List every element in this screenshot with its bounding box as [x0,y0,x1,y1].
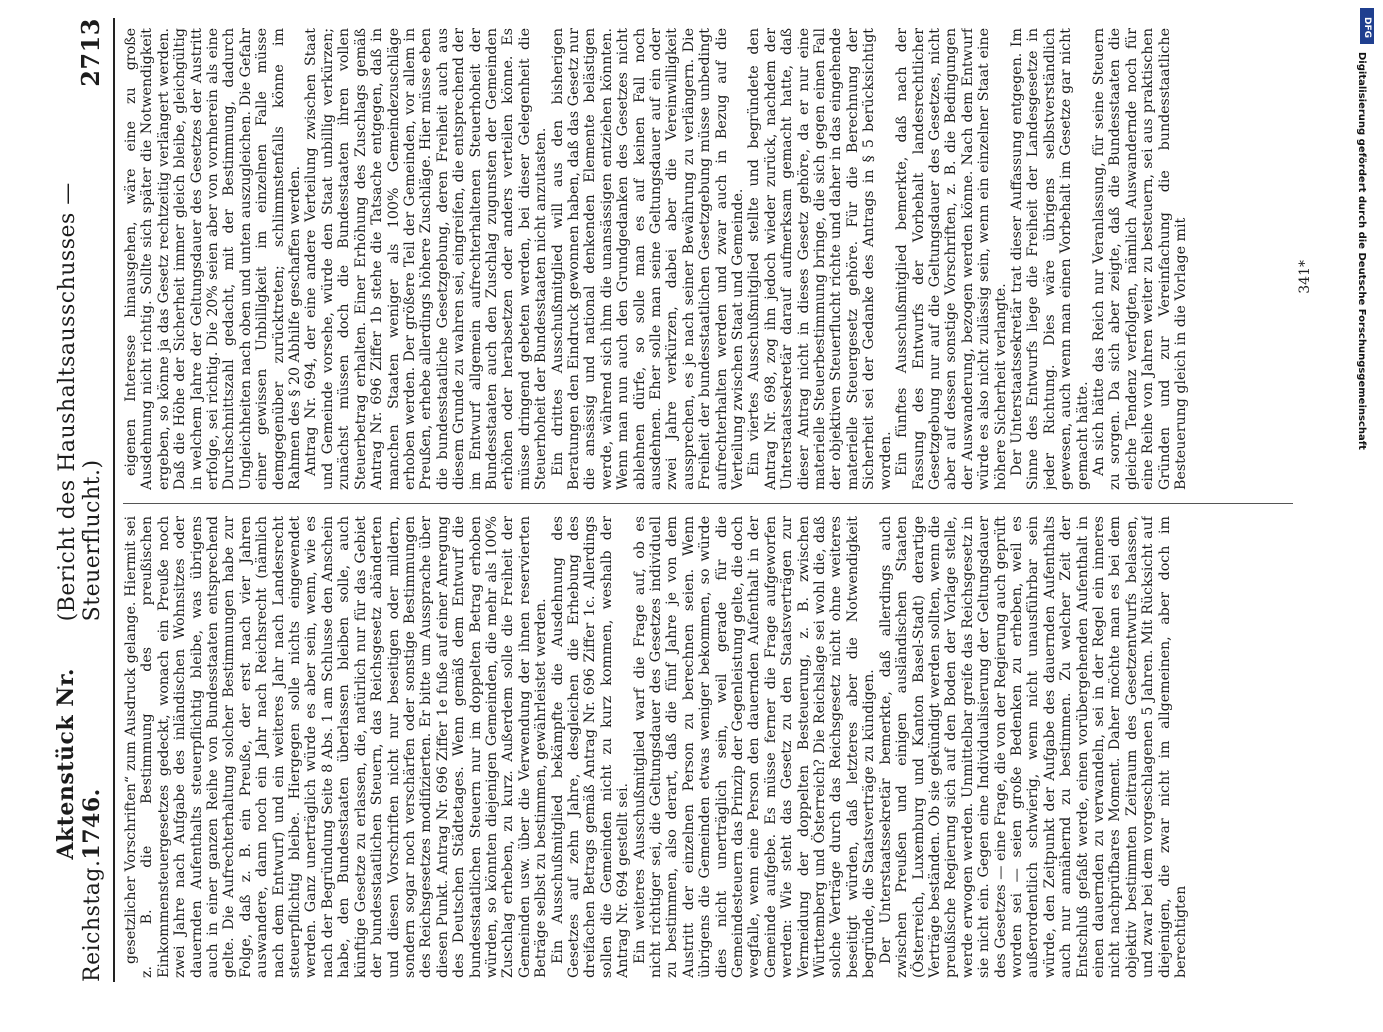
paragraph: Ein Ausschußmitglied bekämpfte die Ausdehnung des Gesetzes auf zehn Jahre, desgleichen die Erhebung des dreifachen Betrags gemäß Antrag Nr. 696 Ziffer 1c. Allerdings sollen die Gemeinden nicht zu kurz kommen, weshalb der Antrag Nr. 694 gestellt sei. [549,516,632,978]
paragraph: Ein fünftes Ausschußmitglied bemerkte, daß nach der Fassung des Entwurfs der Vorbehalt landesrechtlicher Gesetzgebung nur auf die Geltungsdauer des Gesetzes, nicht aber auf dessen sonstige Vorschriften, z. B. die Bedingungen der Auswanderung, bezogen werden könne. Nach dem Entwurf würde es also nicht zulässig sein, wenn ein einzelner Staat eine höhere Sicherheit verlangte. [894,28,1009,490]
paragraph: An sich hätte das Reich nur Veranlassung, für seine Steuern zu sorgen. Da sich aber zeigte, daß die Bundesstaaten die gleiche Tendenz verfolgten, nämlich Auswandernde noch für eine Reihe von Jahren weiter zu besteuern, sei aus praktischen Gründen und zur Vereinfachung die bundesstaatliche Besteuerung gleich in die Vorlage mit [1090,28,1189,490]
credit-text: Digitalisierung gefördert durch die Deutsche Forschungsgemeinschaft [1356,52,1367,450]
signature-mark: 341* [1297,260,1313,294]
running-header [53,18,105,982]
paragraph: eigenen Interesse hinausgehen, wäre eine zu große Ausdehnung nicht richtig. Sollte sich später die Notwendigkeit ergeben, so könne ja das Gesetz rechtzeitig verlängert werden. Daß die Höhe der Sicherheit immer gleich bleibe, gleichgültig in welchem Jahre der Geltungsdauer des Gesetzes der Austritt erfolge, sei richtig. Die 20% seien aber von vornherein als eine Durchschnittszahl gedacht, mit der Bestimmung, dadurch Ungleichheiten nach oben und unten auszugleichen. Die Gefahr einer gewissen Unbilligkeit im einzelnen Falle müsse demgegenüber zurücktreten; schlimmstenfalls könne im Rahmen des § 20 Abhilfe geschaffen werden. [123,28,304,490]
header-title: (Bericht des Haushaltsausschusses — Steuerflucht.) [55,182,105,622]
paragraph: Ein drittes Ausschußmitglied will aus den bisherigen Beratungen den Eindruck gewonnen haben, daß das Gesetz nur die ansässig und national denkenden Elemente belästigen werde, während sich ihm die unansässigen entziehen könnten. Wenn man nun auch den Grundgedanken des Gesetzes nicht ablehnen dürfe, so solle man es auf keinen Fall noch ausdehnen. Eher solle man seine Geltungsdauer auf ein oder zwei Jahre verkürzen, dabei aber die Vereinwilligkeit aussprechen, es je nach seiner Bewährung zu verlängern. Die Freiheit der bundesstaatlichen Gesetzgebung müsse unbedingt aufrechterhalten werden und zwar auch in Bezug auf die Verteilung zwischen Staat und Gemeinde. [549,28,747,490]
paragraph: Antrag Nr. 694, der eine andere Verteilung zwischen Staat und Gemeinde vorsehe, würde den Staat unbillig verkürzen; zunächst müssen doch die Bundesstaaten ihren vollen Steuerbetrag erhalten. Einer Erhöhung des Zuschlags gemäß Antrag Nr. 696 Ziffer 1b stehe die Tatsache entgegen, daß in manchen Staaten weniger als 100% Gemeindezuschläge erhoben werden. Der größere Teil der Gemeinden, vor allem in Preußen, erhebe allerdings höhere Zuschläge. Hier müsse eben die bundesstaatliche Gesetzgebung, deren Freiheit auch aus diesem Grunde zu wahren sei, eingreifen, die entsprechend der im Entwurf allgemein aufrechterhaltenen Steuerhoheit der Bundesstaaten auch den Zuschlag zugunsten der Gemeinden erhöhen oder herabsetzen oder anders verteilen könne. Es müsse dringend gebeten werden, bei dieser Gelegenheit die Steuerhoheit der Bundesstaaten nicht anzutasten. [303,28,550,490]
column-rule [123,503,1293,504]
dfg-logo: DFG [1360,8,1374,44]
header-rule [113,18,115,982]
paragraph: Der Unterstaatssekretär bemerkte, daß allerdings auch zwischen Preußen und einigen ausländischen Staaten (Österreich, Luxemburg und Kanton Basel-Stadt) derartige Verträge beständen. Ob sie gekündigt werden sollten, wenn die preußische Regierung sich auf den Boden der Vorlage stelle, werde erwogen werden. Unmittelbar greife das Reichsgesetz in sie nicht ein. Gegen eine Individualisierung der Geltungsdauer des Gesetzes — eine Frage, die von der Regierung auch geprüft worden sei — seien große Bedenken zu erheben, weil es außerordentlich schwierig, wenn nicht unausführbar sein würde, den Zeitpunkt der Aufgabe des dauernden Aufenthalts auch nur annähernd zu bestimmen. Zu welcher Zeit der Entschluß gefaßt werde, einen vorübergehenden Aufenthalt in einen dauernden zu verwandeln, sei in der Regel ein inneres nicht nachprüfbares Moment. Daher möchte man es bei dem objektiv bestimmten Zeitraum des Gesetzentwurfs belassen, und zwar bei dem vorgeschlagenen 5 Jahren. Mit Rücksicht auf diejenigen, die zwar nicht im allgemeinen, aber doch im berechtigten [877,516,1189,978]
header-document-number: Aktenstück Nr. 1746. [53,667,105,860]
page-number: 2713 [76,18,105,87]
digitization-credit [1356,52,1376,1032]
text-column-right [123,28,1293,490]
header-publication: Reichstag. [80,859,105,982]
paragraph: Ein viertes Ausschußmitglied stellte und begründete den Antrag Nr. 698, zog ihn jedoch wieder zurück, nachdem der Unterstaatssekretär darauf aufmerksam gemacht hatte, daß dieser Antrag nicht in dieses Gesetz gehöre, da er nur eine materielle Steuerbestimmung bringe, die sich gegen einen Fall der objektiven Steuerflucht richte und daher in das eingehende materielle Steuergesetz gehöre. Für die Berechnung der Sicherheit sei der Gedanke des Antrags in § 5 berücksichtigt worden. [746,28,894,490]
document-page [45,0,1335,1000]
paragraph: gesetzlicher Vorschriften“ zum Ausdruck gelange. Hiermit sei z. B. die Bestimmung des preußischen Einkommensteuergesetzes gedeckt, wonach ein Preuße noch zwei Jahre nach Aufgabe des inländischen Wohnsitzes oder dauernden Aufenthalts steuerpflichtig bleibe, was übrigens auch in einer ganzen Reihe von Bundesstaaten entsprechend gelte. Die Aufrechterhaltung solcher Bestimmungen habe zur Folge, daß z. B. ein Preuße, der erst nach vier Jahren auswandere, dann noch ein Jahr nach Reichsrecht (nämlich nach dem Entwurf) und ein weiteres Jahr nach Landesrecht steuerpflichtig bleibe. Hiergegen solle nichts eingewendet werden. Ganz unerträglich würde es aber sein, wenn, wie es nach der Begründung Seite 8 Abs. 1 am Schlusse den Anschein habe, den Bundesstaaten überlassen bleiben solle, auch künftige Gesetze zu erlassen, die, natürlich nur für das Gebiet der bundesstaatlichen Steuern, das Reichsgesetz abänderten und diesen Vorschriften nicht nur beseitigen oder mildern, sondern sogar noch verschärfen oder sonstige Bestimmungen des Reichsgesetzes modifizierten. Er bitte um Aussprache über diesen Punkt. Antrag Nr. 696 Ziffer 1e fuße auf einer Anregung des Deutschen Städtetages. Wenn gemäß dem Entwurf die bundesstaatlichen Steuern nur im doppelten Betrag erhoben würden, so könnten diejenigen Gemeinden, die mehr als 100% Zuschlag erheben, zu kurz. Außerdem solle die Freiheit der Gemeinden usw. über die Verwendung der ihnen reservierten Beträge selbst zu bestimmen, gewährleistet werden. [123,516,550,978]
text-column-left [123,516,1293,978]
paragraph: Ein weiteres Ausschußmitglied warf die Frage auf, ob es nicht richtiger sei, die Geltungsdauer des Gesetzes individuell zu bestimmen, also derart, daß die fünf Jahre je von dem Austritt der einzelnen Person zu berechnen seien. Wenn übrigens die Gemeinden etwas weniger bekommen, so würde dies nicht unerträglich sein, weil gerade für die Gemeindesteuern das Prinzip der Gegenleistung gelte, die doch wegfalle, wenn eine Person den dauernden Aufenthalt in der Gemeinde aufgebe. Es müsse ferner die Frage aufgeworfen werden: Wie steht das Gesetz zu den Staatsverträgen zur Vermeidung der doppelten Besteuerung, z. B. zwischen Württemberg und Österreich? Die Reichslage sei wohl die, daß solche Verträge durch das Reichsgesetz nicht ohne weiteres beseitigt würden, daß letzteres aber die Notwendigkeit begründe, die Staatsverträge zu kündigen. [631,516,878,978]
paragraph: Der Unterstaatssekretär trat dieser Auffassung entgegen. Im Sinne des Entwurfs liege die Freiheit der Landesgesetze in jeder Richtung. Dies wäre übrigens selbstverständlich gewesen, auch wenn man einen Vorbehalt im Gesetze gar nicht gemacht hätte. [1008,28,1091,490]
